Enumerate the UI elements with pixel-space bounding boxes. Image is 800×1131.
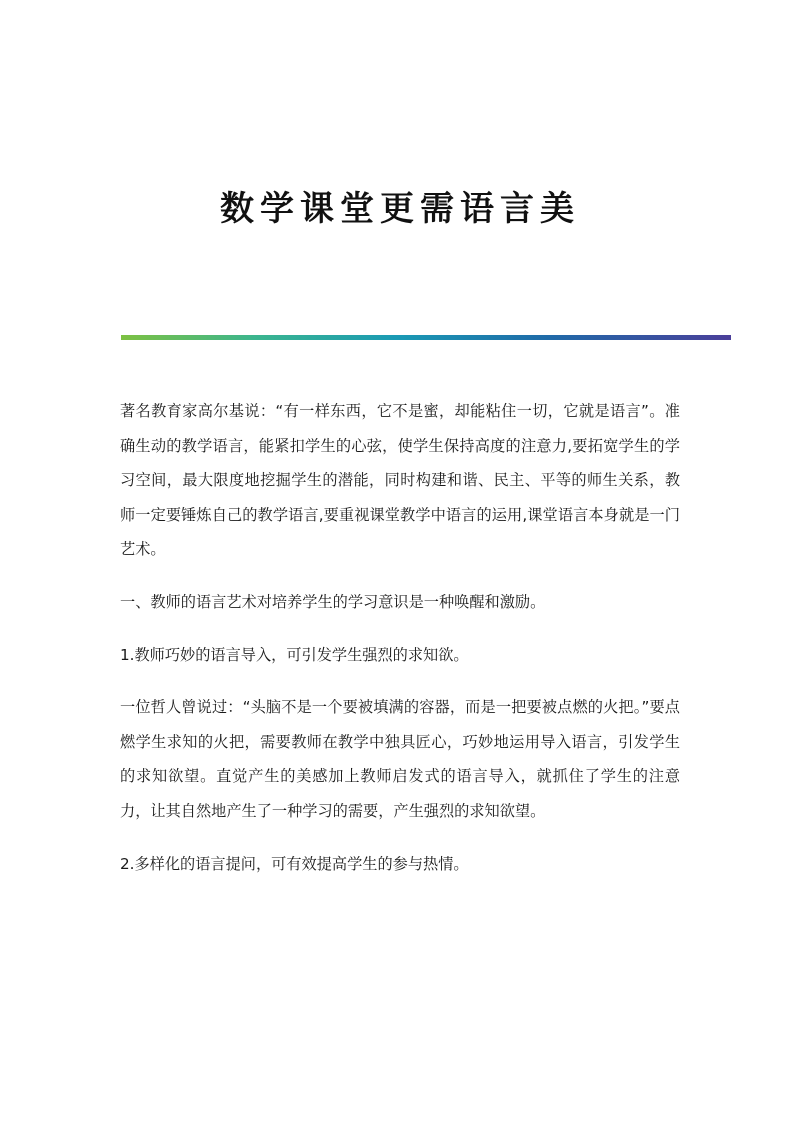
subheading-1-2: 2.多样化的语言提问，可有效提高学生的参与热情。 — [120, 854, 469, 873]
section-heading-1: 一、教师的语言艺术对培养学生的学习意识是一种唤醒和激励。 — [120, 592, 546, 611]
title-divider — [121, 335, 731, 340]
paragraph-intro: 著名教育家高尔基说：“有一样东西，它不是蜜，却能粘住一切，它就是语言”。准确生动的教学语言，能紧扣学生的心弦，使学生保持高度的注意力,要拓宽学生的学习空间，最大限度地挖掘学生的潜能，同时构建和谐、民主、平等的师生关系，教师一定要锤炼自己的教学语言,要重视课堂教学中语言的运用,课堂语言本身就是一门艺术。 — [120, 402, 680, 559]
subheading-1-1: 1.教师巧妙的语言导入，可引发学生强烈的求知欲。 — [120, 645, 469, 664]
document-body — [120, 394, 680, 899]
page-title: 数学课堂更需语言美 — [220, 189, 580, 229]
paragraph-1-1: 一位哲人曾说过：“头脑不是一个要被填满的容器，而是一把要被点燃的火把。”要点燃学生求知的火把，需要教师在教学中独具匠心，巧妙地运用导入语言，引发学生的求知欲望。直觉产生的美感加上教师启发式的语言导入，就抓住了学生的注意力，让其自然地产生了一种学习的需要，产生强烈的求知欲望。 — [120, 698, 680, 820]
